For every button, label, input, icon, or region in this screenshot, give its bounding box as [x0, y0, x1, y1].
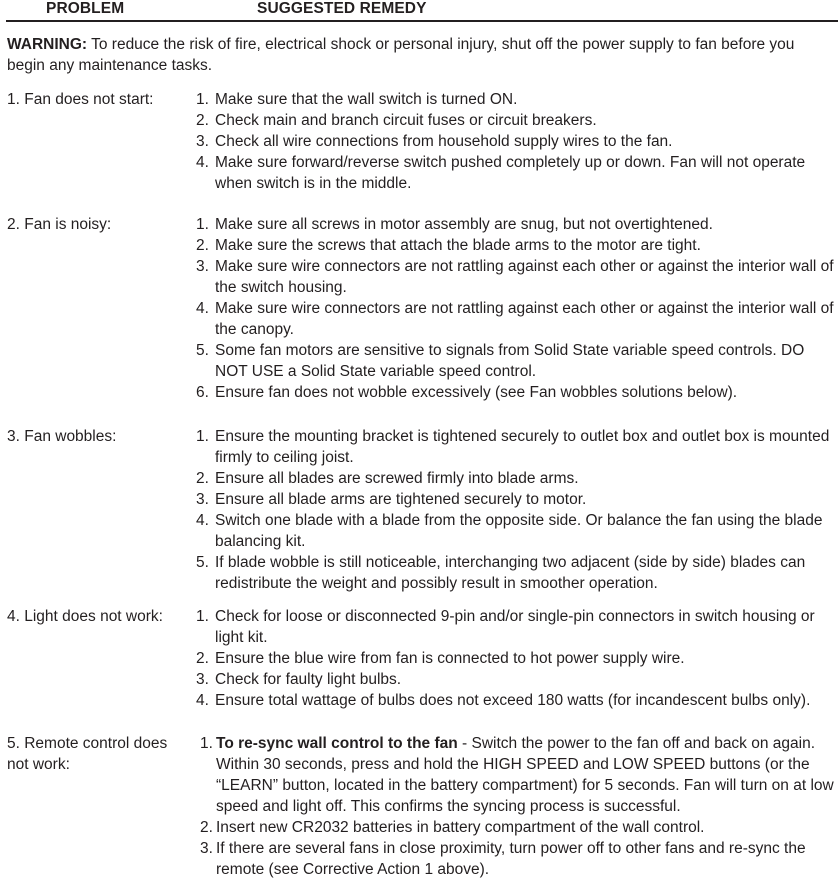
- remedy-list: [196, 89, 836, 194]
- remedy-item: 6. Ensure fan does not wobble excessively (see Fan wobbles solutions below).: [196, 384, 738, 401]
- remedy-item: 2. Insert new CR2032 batteries in battery compartment of the wall control.: [200, 819, 705, 836]
- remedy-item: 1. Ensure the mounting bracket is tightened securely to outlet box and outlet box is mounted firmly to ceiling joist.: [196, 428, 830, 466]
- resync-heading: To re-sync wall control to the fan: [216, 735, 458, 752]
- problem-title: 2. Fan is noisy:: [7, 216, 112, 233]
- remedy-item: 1. Make sure all screws in motor assembly are snug, but not overtightened.: [196, 216, 713, 233]
- warning-notice: [7, 34, 832, 76]
- remedy-item: 3. Ensure all blade arms are tightened securely to motor.: [196, 491, 587, 508]
- remedy-item: 5. Some fan motors are sensitive to signals from Solid State variable speed controls. DO NOT USE a Solid State variable speed control.: [196, 342, 805, 380]
- remedy-item: 2. Ensure all blades are screwed firmly into blade arms.: [196, 470, 579, 487]
- remedy-item: 5. If blade wobble is still noticeable, interchanging two adjacent (side by side) blades can redistribute the weight and possibly result in smoother operation.: [196, 554, 806, 592]
- remedy-list: [196, 214, 836, 403]
- warning-text: To reduce the risk of fire, electrical shock or personal injury, shut off the power supply to fan before you begin any maintenance tasks.: [7, 36, 795, 74]
- remedy-column-header: SUGGESTED REMEDY: [257, 0, 427, 17]
- remedy-item: 2. Ensure the blue wire from fan is connected to hot power supply wire.: [196, 650, 685, 667]
- remedy-item: 4. Switch one blade with a blade from the opposite side. Or balance the fan using the blade balancing kit.: [196, 512, 823, 550]
- remedy-list: [196, 733, 836, 880]
- remedy-list: [196, 426, 836, 594]
- problem-title: 1. Fan does not start:: [7, 91, 154, 108]
- remedy-item: 3. Check for faulty light bulbs.: [196, 671, 402, 688]
- problem-column-header: PROBLEM: [46, 0, 125, 17]
- remedy-item: 2. Make sure the screws that attach the blade arms to the motor are tight.: [196, 237, 701, 254]
- remedy-item: 1. To re-sync wall control to the fan - Switch the power to the fan off and back on again. Within 30 seconds, press and hold the HIGH SPEED and LOW SPEED buttons (or the “LEARN” button, located in the battery compartment) for 5 seconds. Fan will turn on at low speed and light off. This confirms the syncing process is successful.: [200, 735, 834, 815]
- remedy-item: 1. Make sure that the wall switch is turned ON.: [196, 91, 518, 108]
- remedy-item: 3. If there are several fans in close proximity, turn power off to other fans and re-sync the remote (see Corrective Action 1 above).: [200, 840, 806, 878]
- remedy-item: 2. Check main and branch circuit fuses or circuit breakers.: [196, 112, 597, 129]
- header-divider: [6, 20, 838, 22]
- remedy-item: 4. Make sure forward/reverse switch pushed completely up or down. Fan will not operate when switch is in the middle.: [196, 154, 806, 192]
- remedy-list: [196, 606, 836, 711]
- problem-title: 5. Remote control does not work:: [7, 735, 168, 773]
- problem-title: 4. Light does not work:: [7, 608, 163, 625]
- warning-label: WARNING:: [7, 36, 88, 53]
- remedy-item: 1. Check for loose or disconnected 9-pin and/or single-pin connectors in switch housing or light kit.: [196, 608, 815, 646]
- remedy-item: 4. Ensure total wattage of bulbs does not exceed 180 watts (for incandescent bulbs only).: [196, 692, 811, 709]
- problem-title: 3. Fan wobbles:: [7, 428, 117, 445]
- remedy-item: 3. Check all wire connections from household supply wires to the fan.: [196, 133, 673, 150]
- remedy-item: 3. Make sure wire connectors are not rattling against each other or against the interior wall of the switch housing.: [196, 258, 834, 296]
- remedy-item: 4. Make sure wire connectors are not rattling against each other or against the interior wall of the canopy.: [196, 300, 834, 338]
